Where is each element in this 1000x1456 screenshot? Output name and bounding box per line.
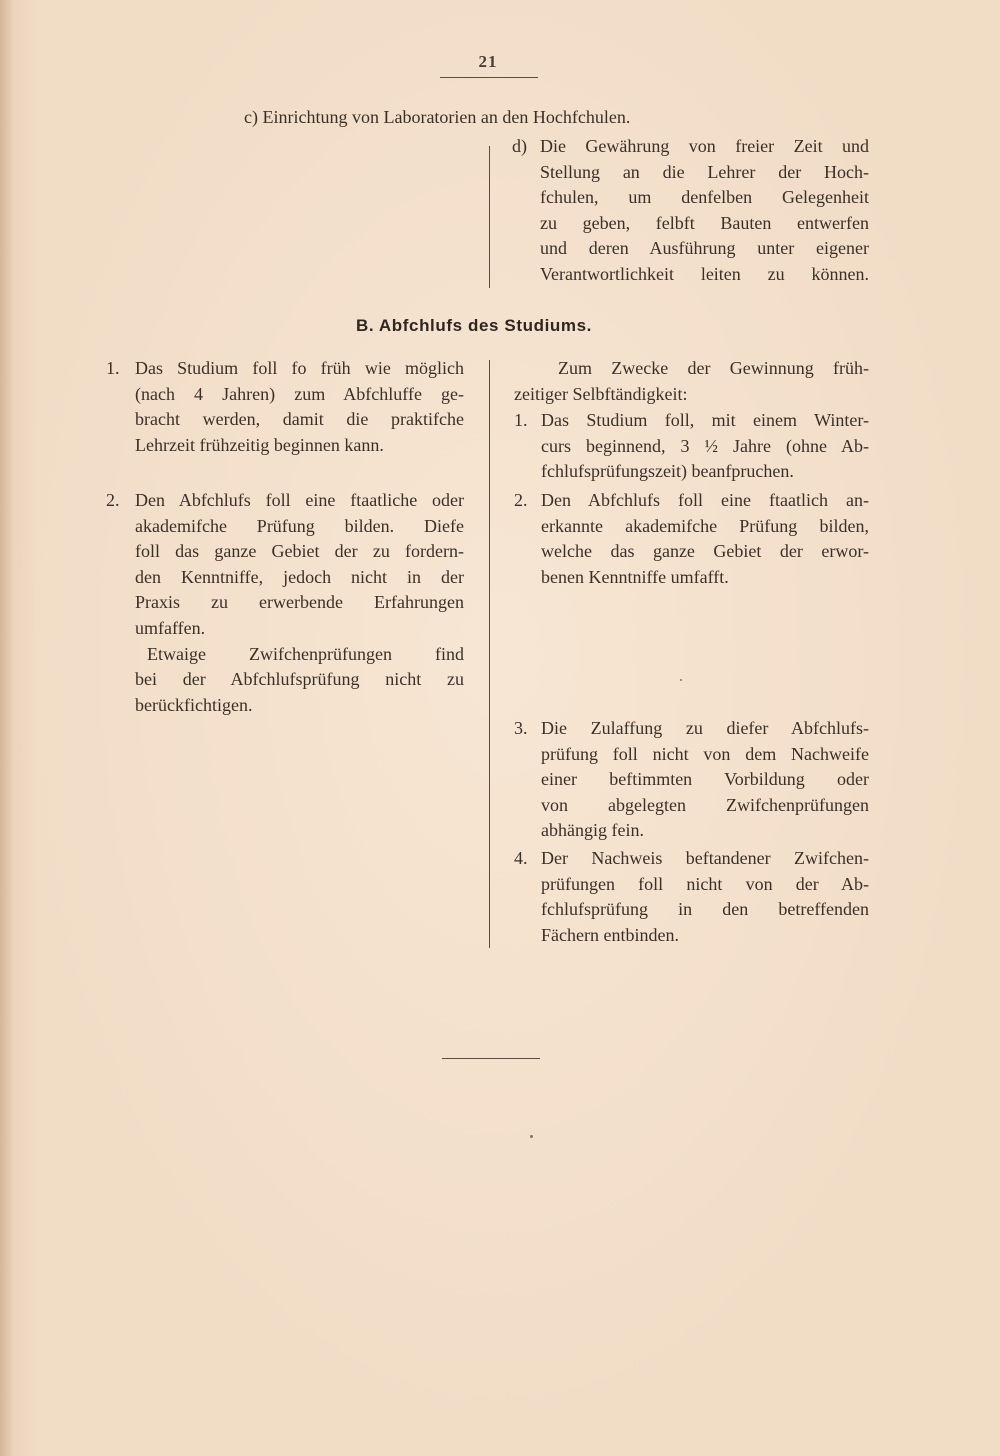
item-d-body xyxy=(540,134,869,288)
left-item-1-num: 1. xyxy=(106,358,120,378)
right-item-3-body xyxy=(541,716,869,844)
paper-speck xyxy=(530,1135,533,1138)
left-item-2-para2-line: bei der Abfchlufsprüfung nicht zu xyxy=(135,669,464,690)
column-divider-main xyxy=(489,360,490,948)
left-item-2-line: umfaffen. xyxy=(135,617,206,638)
left-item-2-line: foll das ganze Gebiet der zu fordern- xyxy=(135,541,464,562)
right-item-4-line: fchlufsprüfung in den betreffenden xyxy=(541,899,869,920)
item-c-marker: c) xyxy=(244,107,258,127)
footer-rule xyxy=(442,1058,540,1059)
item-c xyxy=(244,105,804,131)
left-item-1-line: (nach 4 Jahren) zum Abfchluffe ge- xyxy=(135,383,464,404)
item-d-line: Die Gewährung von freier Zeit und xyxy=(540,136,869,156)
right-item-1-line: fchlufsprüfungszeit) beanfpruchen. xyxy=(541,461,794,482)
right-intro-line: zeitiger Selbftändigkeit: xyxy=(514,383,688,404)
left-item-1-line: Das Studium foll fo früh wie möglich xyxy=(135,358,464,378)
left-item-2-line: den Kenntniffe, jedoch nicht in der xyxy=(135,566,464,587)
item-d-line: zu geben, felbft Bauten entwerfen xyxy=(540,212,869,233)
right-item-4-body xyxy=(541,846,869,948)
right-item-2-line: benen Kenntniffe umfafft. xyxy=(541,566,729,587)
right-item-3-line: abhängig fein. xyxy=(541,820,644,841)
column-divider-top xyxy=(489,146,490,288)
item-d-line: fchulen, um denfelben Gelegenheit xyxy=(540,187,869,208)
header-rule xyxy=(440,77,538,78)
right-item-2-body xyxy=(541,488,869,590)
item-d-line: Verantwortlichkeit leiten zu können. xyxy=(540,263,869,284)
left-item-2-para2-line: Etwaige Zwifchenprüfungen find xyxy=(147,643,464,664)
left-item-2-num: 2. xyxy=(106,490,120,510)
left-item-2-line: akademifche Prüfung bilden. Diefe xyxy=(135,515,464,536)
item-d-marker: d) xyxy=(512,136,527,156)
right-item-1-body xyxy=(541,408,869,485)
left-item-1-line: bracht werden, damit die praktifche xyxy=(135,409,464,430)
paper-speck xyxy=(680,679,682,681)
right-intro xyxy=(514,356,869,407)
item-d-line: und deren Ausführung unter eigener xyxy=(540,238,869,259)
right-item-1-num: 1. xyxy=(514,410,528,430)
right-item-4-line: prüfungen foll nicht von der Ab- xyxy=(541,873,869,894)
left-item-1-line: Lehrzeit frühzeitig beginnen kann. xyxy=(135,434,384,455)
left-item-2-para2-line: berückfichtigen. xyxy=(135,694,253,715)
right-item-2-line: Den Abfchlufs foll eine ftaatlich an- xyxy=(541,490,869,510)
right-item-3-line: von abgelegten Zwifchenprüfungen xyxy=(541,794,869,815)
right-item-4-line: Der Nachweis beftandener Zwifchen- xyxy=(541,848,869,868)
right-item-4-num: 4. xyxy=(514,848,528,868)
right-intro-line: Zum Zwecke der Gewinnung früh- xyxy=(558,358,869,378)
left-item-1-body xyxy=(135,356,464,458)
right-item-2-line: erkannte akademifche Prüfung bilden, xyxy=(541,515,869,536)
right-item-1-line: curs beginnend, 3 ½ Jahre (ohne Ab- xyxy=(541,435,869,456)
page-number: 21 xyxy=(478,52,498,71)
left-item-2-body xyxy=(135,488,464,718)
left-item-2-line: Den Abfchlufs foll eine ftaatliche oder xyxy=(135,490,464,510)
right-item-1-line: Das Studium foll, mit einem Winter- xyxy=(541,410,869,430)
right-item-2-num: 2. xyxy=(514,490,528,510)
right-item-4-line: Fächern entbinden. xyxy=(541,924,679,945)
right-item-3-line: prüfung foll nicht von dem Nachweife xyxy=(541,743,869,764)
item-d-line: Stellung an die Lehrer der Hoch- xyxy=(540,161,869,182)
right-item-2-line: welche das ganze Gebiet der erwor- xyxy=(541,541,869,562)
item-c-text: Einrichtung von Laboratorien an den Hochfchulen. xyxy=(262,107,631,127)
right-item-3-line: einer beftimmten Vorbildung oder xyxy=(541,769,869,790)
right-item-3-num: 3. xyxy=(514,718,528,738)
left-item-2-line: Praxis zu erwerbende Erfahrungen xyxy=(135,592,464,613)
section-heading: B. Abfchlufs des Studiums. xyxy=(356,316,592,335)
right-item-3-line: Die Zulaffung zu diefer Abfchlufs- xyxy=(541,718,869,738)
